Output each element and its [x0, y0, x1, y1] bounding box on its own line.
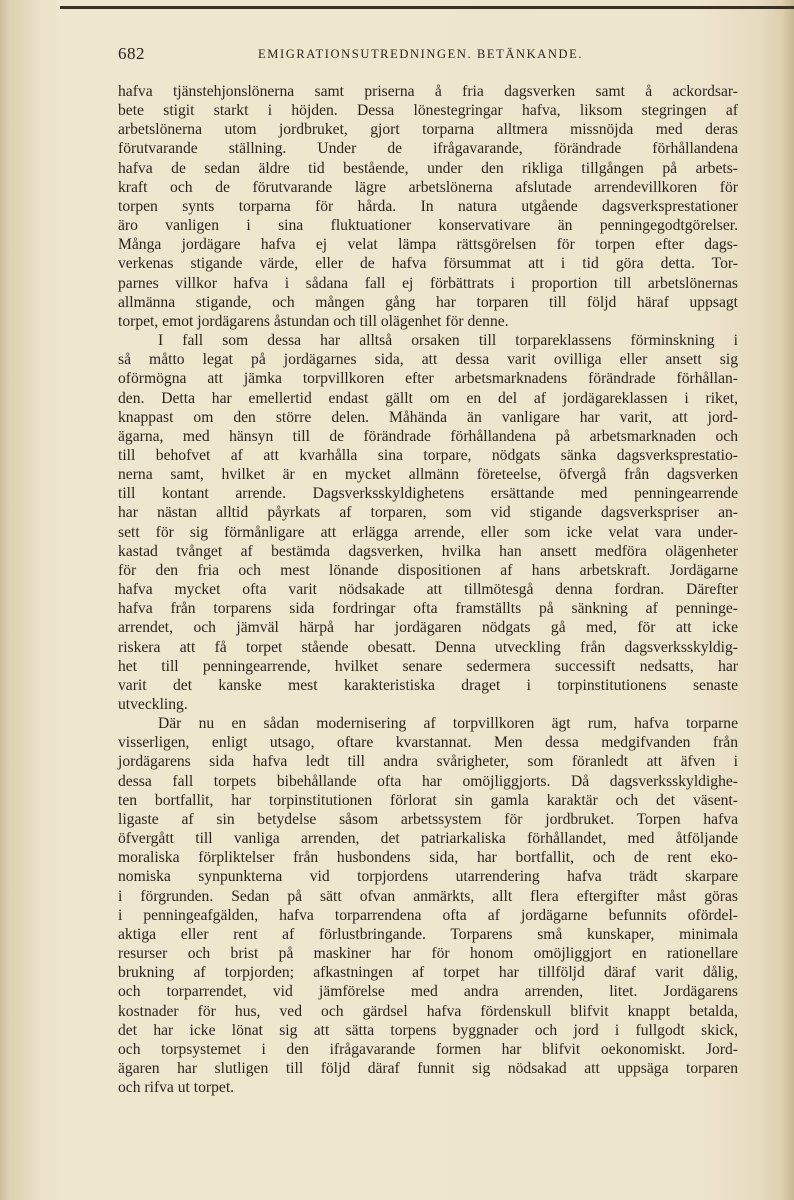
page-header	[118, 44, 738, 68]
text-line: för den fria och mest lönande dispositionen af hans arbetskraft. Jordägarne	[118, 561, 738, 579]
text-line: nomiska synpunkterna vid torpjordens utarrendering hafva trädt skarpare	[118, 868, 738, 886]
text-line: det har icke lönat sig att sätta torpens byggnader och jord i fullgodt skick,	[118, 1021, 738, 1039]
text-line: verkenas stigande värde, eller de hafva försummat att i tid göra detta. Tor-	[118, 255, 738, 273]
text-line: arbetslönerna utom jordbruket, gjort torparna alltmera missnöjda med deras	[118, 121, 738, 139]
text-line: och rifva ut torpet.	[118, 1079, 235, 1097]
text-line: dessa fall torpets bibehållande ofta har omöjliggjorts. Då dagsverksskyldighe-	[118, 772, 738, 790]
text-line: äro vanligen i sina fluktuationer konservativare än penningegodtgörelser.	[118, 217, 738, 235]
text-line: till behofvet af att kvarhålla sina torpare, nödgats sänka dagsverksprestatio-	[118, 446, 738, 464]
text-line: hafva de sedan äldre tid bestående, under den rikliga tillgången på arbets-	[118, 159, 738, 177]
text-line: varit det kanske mest karakteristiska draget i torpinstitutionens senaste	[118, 676, 738, 694]
text-line: den. Detta har emellertid endast gällt om en del af jordägareklassen i riket,	[118, 389, 738, 407]
text-line: kraft och de förutvarande lägre arbetslönerna afslutade arrendevillkoren för	[118, 178, 738, 196]
text-line: brukning af torpjorden; afkastningen af torpet har tillföljd däraf varit dålig,	[118, 964, 738, 982]
text-line: hafva från torparens sida fordringar ofta framställts på sänkning af penninge-	[118, 600, 738, 618]
text-line: ten bortfallit, har torpinstitutionen förlorat sin gamla karaktär och det väsent-	[118, 791, 738, 809]
text-line: Där nu en sådan modernisering af torpvillkoren ägt rum, hafva torparne	[158, 715, 738, 733]
text-line: allmänna stigande, och mången gång har torparen till följd häraf uppsagt	[118, 293, 738, 311]
text-line: jordägarens sida hafva ledt till andra svårigheter, som föranledt att äfven i	[118, 753, 738, 771]
text-line: och torparrendet, vid jämförelse med andra arrenden, litet. Jordägarens	[118, 983, 738, 1001]
text-line: ägarna, med hänsyn till de förändrade förhållandena på arbetsmarknaden och	[118, 427, 738, 445]
body-text	[118, 82, 738, 1097]
page-edge	[780, 0, 794, 1200]
text-line: sett för sig förmånligare att erlägga arrende, eller som icke velat vara under-	[118, 523, 738, 541]
text-line: bete stigit starkt i höjden. Dessa lönestegringar hafva, liksom stegringen af	[118, 102, 738, 120]
text-line: öfvergått till vanliga arrenden, det patriarkaliska förhållandet, med åtföljande	[118, 830, 738, 848]
text-line: kostnader för hus, ved och gärdsel hafva fördenskull blifvit knappt betalda,	[118, 1002, 738, 1020]
text-line: utveckling.	[118, 696, 188, 713]
text-line: I fall som dessa har alltså orsaken till torpareklassens förminskning i	[158, 332, 738, 350]
running-head: EMIGRATIONSUTREDNINGEN. BETÄNKANDE.	[258, 47, 584, 61]
text-line: nerna samt, hvilket är en mycket allmänn företeelse, öfvergå från dagsverken	[118, 466, 738, 484]
text-line: oförmögna att jämka torpvillkoren efter arbetsmarknadens förändrade förhållan-	[118, 370, 738, 388]
text-line: förutvarande ställning. Under de ifrågavarande, förändrade förhållandena	[118, 140, 738, 158]
text-line: och torpsystemet i den ifrågavarande formen har blifvit oekonomiskt. Jord-	[118, 1040, 738, 1058]
text-line: torpen synts torparna för hårda. In natura utgående dagsverksprestationer	[118, 197, 738, 215]
paragraph	[118, 82, 738, 331]
paragraph	[118, 714, 738, 1097]
binding-edge	[0, 0, 12, 1200]
text-line: i förgrunden. Sedan på sätt ofvan anmärkts, allt flera eftergifter måst göras	[118, 887, 738, 905]
text-line: resurser och brist på maskiner har för honom omöjliggjort en rationellare	[118, 945, 738, 963]
text-line: knappast om den större delen. Måhända än vanligare har varit, att jord-	[118, 408, 738, 426]
text-line: kastad tvånget af bestämda dagsverken, hvilka han ansett medföra olägenheter	[118, 542, 738, 560]
text-line: het till penningearrende, hvilket senare sedermera successift nedsatts, har	[118, 657, 738, 675]
text-line: har nästan alltid påyrkats af torparen, som vid stigande dagsverkspriser an-	[118, 504, 738, 522]
paragraph	[118, 331, 738, 714]
text-line: ägaren har slutligen till följd däraf funnit sig nödsakad att uppsäga torparen	[118, 1059, 738, 1077]
text-line: aktiga eller rent af förlustbringande. Torparens små kunskaper, minimala	[118, 925, 738, 943]
text-line: så måtto legat på jordägarnes sida, att dessa varit ovilliga eller ansett sig	[118, 351, 738, 369]
text-line: hafva tjänstehjonslönerna samt priserna å fria dagsverken samt å ackordsar-	[118, 83, 738, 100]
top-rule	[60, 6, 794, 9]
text-line: riskera att få torpet stående obesatt. Denna utveckling från dagsverksskyldig-	[118, 638, 738, 656]
text-line: torpet, emot jordägarens åstundan och till olägenhet för denne.	[118, 312, 509, 330]
page-number: 682	[118, 44, 145, 63]
text-line: visserligen, enligt utsago, oftare kvarstannat. Men dessa medgifvanden från	[118, 734, 738, 752]
text-line: moraliska förpliktelser från husbondens sida, har bortfallit, och de rent eko-	[118, 849, 738, 867]
text-line: Många jordägare hafva ej velat lämpa rättsgörelsen för torpen efter dags-	[118, 236, 738, 254]
text-line: ligaste af sin betydelse såsom arbetssystem för jordbruket. Torpen hafva	[118, 810, 738, 828]
text-line: parnes villkor hafva i sådana fall ej förbättrats i proportion till arbetslönernas	[118, 274, 738, 292]
text-line: i penningeafgälden, hafva torparrendena ofta af jordägarne befunnits ofördel-	[118, 906, 738, 924]
text-line: till kontant arrende. Dagsverksskyldighetens ersättande med penningearrende	[118, 485, 738, 503]
text-line: arrendet, och jämväl härpå har jordägaren nödgats gå med, för att icke	[118, 619, 738, 637]
text-line: hafva mycket ofta varit nödsakade att tillmötesgå denna fordran. Därefter	[118, 581, 738, 599]
